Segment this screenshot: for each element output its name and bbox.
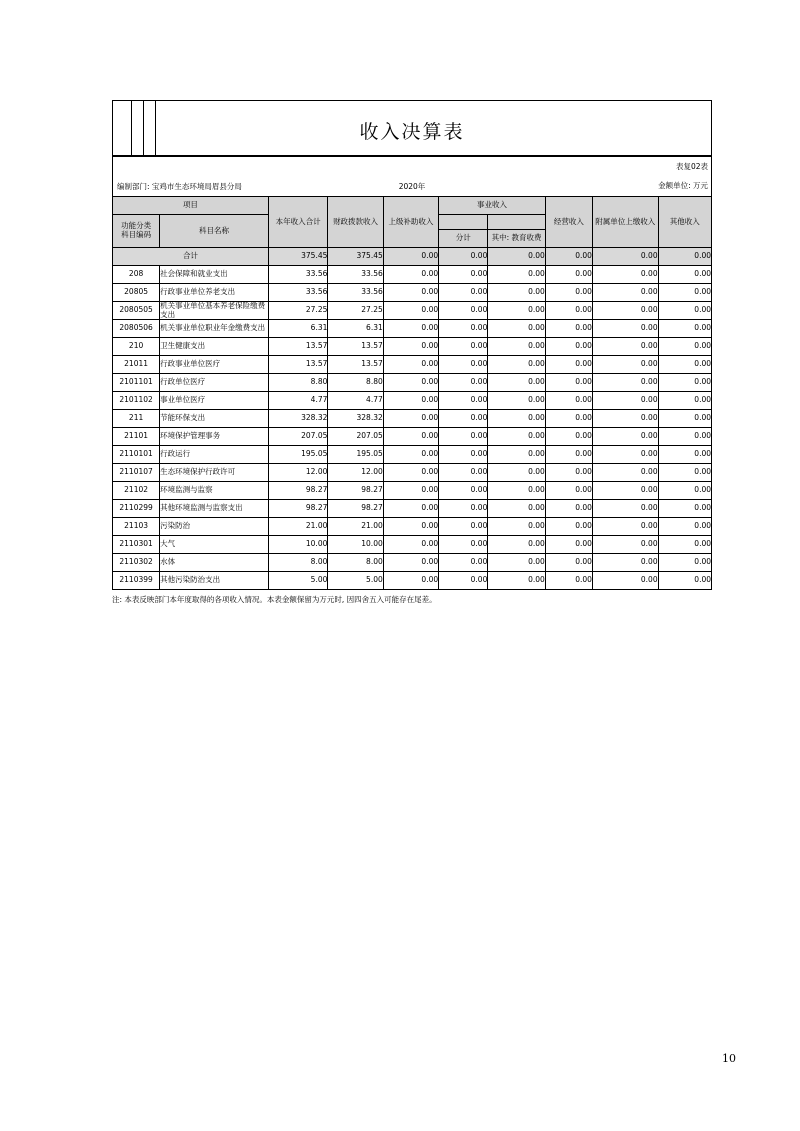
row-value-operating: 0.00 [545,446,592,464]
row-value-affiliated: 0.00 [592,284,658,302]
row-value-other: 0.00 [658,392,711,410]
row-value-affiliated: 0.00 [592,338,658,356]
row-value-operating: 0.00 [545,302,592,320]
row-subject-name: 行政运行 [160,446,269,464]
row-value-business-sub: 0.00 [439,428,488,446]
row-value-business-edu: 0.00 [488,446,545,464]
row-value-fiscal: 8.00 [328,554,383,572]
table-body [113,248,712,590]
row-value-business-sub: 0.00 [439,518,488,536]
row-value-business-sub: 0.00 [439,410,488,428]
row-value-operating: 0.00 [545,410,592,428]
row-subject-name: 行政单位医疗 [160,374,269,392]
row-value-fiscal: 21.00 [328,518,383,536]
table-row [113,572,712,590]
row-value-business-edu: 0.00 [488,392,545,410]
row-value-total: 8.80 [268,374,327,392]
row-subject-name: 其他环境监测与监察支出 [160,500,269,518]
header-business-sub-spacer [439,215,488,230]
row-value-total: 98.27 [268,482,327,500]
summary-value-superior: 0.00 [383,248,438,266]
row-value-operating: 0.00 [545,320,592,338]
header-project-group: 项目 [113,197,269,215]
row-value-total: 10.00 [268,536,327,554]
row-subject-name: 机关事业单位职业年金缴费支出 [160,320,269,338]
row-value-fiscal: 207.05 [328,428,383,446]
row-subject-name: 节能环保支出 [160,410,269,428]
row-value-operating: 0.00 [545,536,592,554]
row-value-affiliated: 0.00 [592,500,658,518]
row-value-total: 328.32 [268,410,327,428]
row-value-business-edu: 0.00 [488,284,545,302]
row-value-business-sub: 0.00 [439,320,488,338]
row-value-business-edu: 0.00 [488,536,545,554]
row-value-fiscal: 10.00 [328,536,383,554]
header-col-business-group: 事业收入 [439,197,546,215]
header-col-affiliated: 附属单位上缴收入 [592,197,658,248]
row-value-business-edu: 0.00 [488,410,545,428]
amount-unit-label: 金额单位: 万元 [658,181,708,190]
row-value-business-sub: 0.00 [439,338,488,356]
row-value-superior: 0.00 [383,356,438,374]
row-value-total: 27.25 [268,302,327,320]
table-row [113,302,712,320]
table-row [113,482,712,500]
row-subject-code: 2101102 [113,392,160,410]
row-subject-name: 行政事业单位养老支出 [160,284,269,302]
row-value-fiscal: 13.57 [328,338,383,356]
row-subject-code: 2110301 [113,536,160,554]
row-value-operating: 0.00 [545,266,592,284]
row-value-other: 0.00 [658,320,711,338]
row-subject-code: 2110302 [113,554,160,572]
table-row [113,554,712,572]
row-value-operating: 0.00 [545,338,592,356]
row-value-total: 13.57 [268,356,327,374]
row-value-superior: 0.00 [383,392,438,410]
row-value-business-sub: 0.00 [439,500,488,518]
summary-value-fiscal: 375.45 [328,248,383,266]
table-row [113,446,712,464]
sheet-count-label: 表复02表 [675,162,708,171]
row-value-affiliated: 0.00 [592,536,658,554]
summary-label: 合计 [113,248,269,266]
row-value-other: 0.00 [658,446,711,464]
row-value-total: 33.56 [268,266,327,284]
table-row [113,374,712,392]
page-title: 收入决算表 [359,121,465,143]
row-value-operating: 0.00 [545,392,592,410]
row-value-superior: 0.00 [383,320,438,338]
row-value-superior: 0.00 [383,446,438,464]
summary-value-operating: 0.00 [545,248,592,266]
row-value-business-sub: 0.00 [439,446,488,464]
row-value-business-sub: 0.00 [439,302,488,320]
row-value-affiliated: 0.00 [592,356,658,374]
row-subject-name: 卫生健康支出 [160,338,269,356]
row-value-operating: 0.00 [545,284,592,302]
row-value-fiscal: 12.00 [328,464,383,482]
table-note: 注: 本表反映部门本年度取得的各项收入情况。本表金额保留为万元时, 因四舍五入可能存在尾差。 [112,595,437,605]
row-value-operating: 0.00 [545,500,592,518]
row-value-other: 0.00 [658,356,711,374]
row-value-affiliated: 0.00 [592,392,658,410]
summary-value-total: 375.45 [268,248,327,266]
row-value-affiliated: 0.00 [592,572,658,590]
header-function-code-line1: 功能分类 [121,221,152,231]
title-row [112,100,712,156]
row-value-superior: 0.00 [383,266,438,284]
row-value-business-edu: 0.00 [488,482,545,500]
row-value-other: 0.00 [658,554,711,572]
row-value-total: 6.31 [268,320,327,338]
table-row [113,518,712,536]
row-value-superior: 0.00 [383,284,438,302]
header-col-business-sub: 分计 [439,230,488,248]
row-subject-name: 污染防治 [160,518,269,536]
row-value-affiliated: 0.00 [592,320,658,338]
row-value-fiscal: 6.31 [328,320,383,338]
row-value-business-edu: 0.00 [488,374,545,392]
row-subject-code: 2080506 [113,320,160,338]
row-value-fiscal: 33.56 [328,284,383,302]
row-subject-name: 环境监测与监察 [160,482,269,500]
header-subject-code-line2: 科目编码 [121,230,152,239]
row-subject-name: 机关事业单位基本养老保险缴费支出 [160,302,269,320]
row-value-operating: 0.00 [545,518,592,536]
row-value-superior: 0.00 [383,338,438,356]
table-header-row-1 [113,197,712,215]
row-value-superior: 0.00 [383,554,438,572]
header-function-code [113,215,160,248]
row-value-business-sub: 0.00 [439,572,488,590]
row-value-business-sub: 0.00 [439,392,488,410]
row-subject-name: 生态环境保护行政许可 [160,464,269,482]
row-value-other: 0.00 [658,518,711,536]
header-col-other: 其他收入 [658,197,711,248]
table-row [113,338,712,356]
row-value-affiliated: 0.00 [592,446,658,464]
summary-value-other: 0.00 [658,248,711,266]
row-subject-code: 2110299 [113,500,160,518]
row-value-total: 33.56 [268,284,327,302]
row-value-affiliated: 0.00 [592,266,658,284]
row-value-superior: 0.00 [383,302,438,320]
row-subject-name: 大气 [160,536,269,554]
row-value-fiscal: 195.05 [328,446,383,464]
row-subject-code: 21101 [113,428,160,446]
row-value-affiliated: 0.00 [592,410,658,428]
row-subject-code: 21011 [113,356,160,374]
page-number: 10 [722,1052,736,1065]
row-value-superior: 0.00 [383,374,438,392]
row-value-total: 207.05 [268,428,327,446]
row-value-fiscal: 27.25 [328,302,383,320]
row-value-fiscal: 98.27 [328,500,383,518]
table-row [113,320,712,338]
row-value-fiscal: 4.77 [328,392,383,410]
row-value-business-edu: 0.00 [488,428,545,446]
row-value-business-edu: 0.00 [488,356,545,374]
row-subject-code: 211 [113,410,160,428]
row-value-superior: 0.00 [383,428,438,446]
row-value-other: 0.00 [658,536,711,554]
table-row [113,410,712,428]
row-value-total: 21.00 [268,518,327,536]
row-value-operating: 0.00 [545,356,592,374]
compiling-dept-label: 编制部门: 宝鸡市生态环境局眉县分局 [117,182,242,191]
header-col-fiscal: 财政拨款收入 [328,197,383,248]
summary-value-business-sub: 0.00 [439,248,488,266]
row-subject-code: 21103 [113,518,160,536]
income-final-accounts-table [112,196,712,590]
row-subject-code: 20805 [113,284,160,302]
row-value-business-edu: 0.00 [488,338,545,356]
header-subject-name: 科目名称 [160,215,269,248]
row-value-affiliated: 0.00 [592,428,658,446]
row-value-superior: 0.00 [383,410,438,428]
row-value-business-edu: 0.00 [488,554,545,572]
row-value-fiscal: 13.57 [328,356,383,374]
row-value-business-edu: 0.00 [488,518,545,536]
table-row [113,428,712,446]
row-subject-code: 2101101 [113,374,160,392]
row-value-other: 0.00 [658,482,711,500]
row-value-operating: 0.00 [545,464,592,482]
row-value-other: 0.00 [658,284,711,302]
row-subject-code: 210 [113,338,160,356]
row-value-total: 195.05 [268,446,327,464]
row-value-business-edu: 0.00 [488,302,545,320]
row-value-superior: 0.00 [383,536,438,554]
row-value-other: 0.00 [658,464,711,482]
row-value-business-edu: 0.00 [488,320,545,338]
row-value-fiscal: 8.80 [328,374,383,392]
row-value-total: 5.00 [268,572,327,590]
row-subject-code: 21102 [113,482,160,500]
row-value-fiscal: 98.27 [328,482,383,500]
row-subject-name: 水体 [160,554,269,572]
row-value-business-sub: 0.00 [439,464,488,482]
row-value-other: 0.00 [658,572,711,590]
row-subject-name: 其他污染防治支出 [160,572,269,590]
row-value-fiscal: 33.56 [328,266,383,284]
row-subject-code: 2110101 [113,446,160,464]
row-value-superior: 0.00 [383,500,438,518]
row-value-affiliated: 0.00 [592,374,658,392]
row-value-superior: 0.00 [383,572,438,590]
row-value-business-edu: 0.00 [488,572,545,590]
table-row [113,284,712,302]
row-value-business-edu: 0.00 [488,266,545,284]
row-value-business-sub: 0.00 [439,482,488,500]
row-subject-name: 行政事业单位医疗 [160,356,269,374]
row-value-business-edu: 0.00 [488,464,545,482]
row-value-superior: 0.00 [383,518,438,536]
row-value-total: 13.57 [268,338,327,356]
row-value-total: 8.00 [268,554,327,572]
row-value-other: 0.00 [658,428,711,446]
row-subject-code: 208 [113,266,160,284]
row-value-other: 0.00 [658,374,711,392]
summary-value-affiliated: 0.00 [592,248,658,266]
table-row [113,464,712,482]
row-value-total: 4.77 [268,392,327,410]
header-col-business-edu: 其中: 教育收费 [488,230,545,248]
row-value-total: 12.00 [268,464,327,482]
row-value-other: 0.00 [658,266,711,284]
row-subject-code: 2110399 [113,572,160,590]
row-value-superior: 0.00 [383,482,438,500]
summary-value-business-edu: 0.00 [488,248,545,266]
row-subject-name: 环境保护管理事务 [160,428,269,446]
header-col-total: 本年收入合计 [268,197,327,248]
row-value-operating: 0.00 [545,482,592,500]
year-label: 2020年 [398,182,426,191]
row-value-affiliated: 0.00 [592,554,658,572]
row-value-other: 0.00 [658,302,711,320]
row-value-business-sub: 0.00 [439,266,488,284]
row-value-operating: 0.00 [545,554,592,572]
row-value-business-sub: 0.00 [439,374,488,392]
row-value-business-sub: 0.00 [439,284,488,302]
table-row [113,536,712,554]
row-value-superior: 0.00 [383,464,438,482]
row-value-fiscal: 328.32 [328,410,383,428]
row-value-total: 98.27 [268,500,327,518]
row-value-affiliated: 0.00 [592,518,658,536]
table-row [113,266,712,284]
row-value-other: 0.00 [658,338,711,356]
financial-sheet [112,100,712,605]
row-value-affiliated: 0.00 [592,464,658,482]
row-value-affiliated: 0.00 [592,482,658,500]
row-value-other: 0.00 [658,410,711,428]
row-value-operating: 0.00 [545,374,592,392]
row-value-business-sub: 0.00 [439,536,488,554]
row-subject-code: 2110107 [113,464,160,482]
table-row [113,392,712,410]
header-col-superior: 上级补助收入 [383,197,438,248]
row-value-operating: 0.00 [545,428,592,446]
table-row [113,356,712,374]
meta-row [112,176,712,196]
row-value-business-sub: 0.00 [439,554,488,572]
row-value-business-sub: 0.00 [439,356,488,374]
row-value-operating: 0.00 [545,572,592,590]
table-summary-row [113,248,712,266]
row-subject-code: 2080505 [113,302,160,320]
row-subject-name: 事业单位医疗 [160,392,269,410]
row-value-fiscal: 5.00 [328,572,383,590]
header-col-operating: 经营收入 [545,197,592,248]
row-value-other: 0.00 [658,500,711,518]
sheet-count-row [112,156,712,176]
row-value-affiliated: 0.00 [592,302,658,320]
row-value-business-edu: 0.00 [488,500,545,518]
table-row [113,500,712,518]
header-business-edu-spacer [488,215,545,230]
row-subject-name: 社会保障和就业支出 [160,266,269,284]
